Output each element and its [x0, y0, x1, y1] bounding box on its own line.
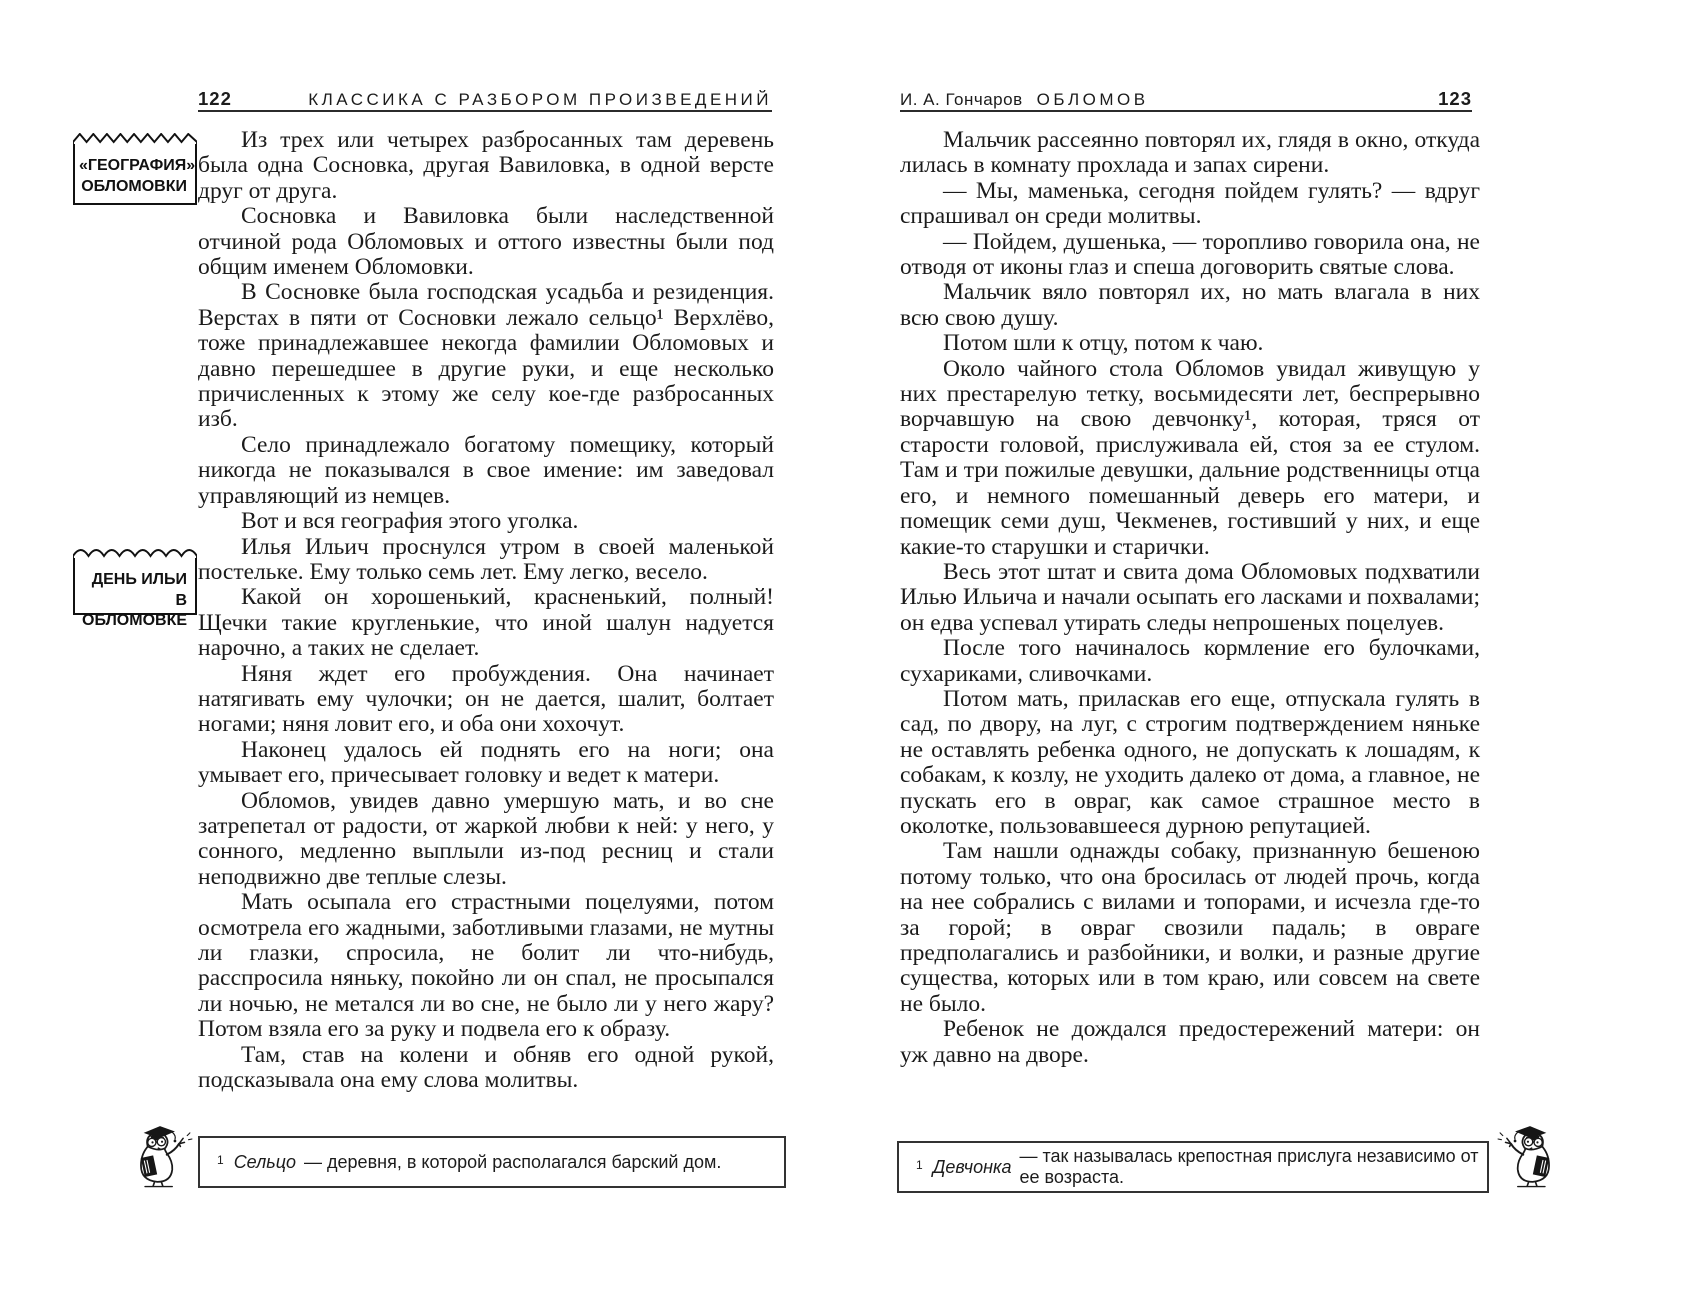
footnote-term: Девчонка — [932, 1156, 1012, 1177]
paragraph: Сосновка и Вавиловка были наследственной отчиной рода Обломовых и оттого известны были под общим именем Обломовки. — [198, 203, 774, 281]
right-page-number: 123 — [1438, 88, 1472, 109]
right-running-head — [900, 84, 1472, 112]
left-page-number: 122 — [198, 88, 232, 109]
paragraph: Мать осыпала его страстными поцелуями, потом осмотрела его жадными, заботливыми глазами, не мутны ли глазки, спросила, не болит ли что-нибудь, расспросила няньку, покойно ли он спал, не просыпался ли ночью, не метался ли во сне, не было ли у него жару? Потом взяла его за руку и подвела его к образу. — [198, 889, 774, 1043]
left-running-head — [198, 84, 772, 112]
paragraph: Около чайного стола Обломов увидал живущую у них престарелую тетку, восьмидесяти лет, беспрерывно ворчавшую на свою девчонку¹, которая, тряся от старости головой, прислуживала ей, стоя за ее стулом. Там и три пожилые девушки, дальние родственницы отца его, и немного помешанный деверь его матери, и помещик семи душ, Чекменев, гостивший у них, и еще какие-то старушки и старички. — [900, 355, 1480, 560]
paragraph: Мальчик рассеянно повторял их, глядя в окно, откуда лилась в комнату прохлада и запах сирени. — [900, 127, 1480, 179]
paragraph: Вот и вся география этого уголка. — [241, 508, 579, 535]
paragraph: Мальчик вяло повторял их, но мать влагала в них всю свою душу. — [900, 279, 1480, 331]
right-running-author: И. А. Гончаров — [900, 90, 1023, 109]
paragraph: Обломов, увидев давно умершую мать, и во сне затрепетал от радости, от жаркой любви к ней: у него, у сонного, медленно выплыли из-под ресниц и стали неподвижно две теплые слезы. — [198, 787, 774, 890]
torn-edge-icon — [73, 547, 197, 558]
paragraph: Потом мать, приласкав его еще, отпускала гулять в сад, по двору, на луг, с строгим подтверждением няньке не оставлять ребенка одного, не допускать к лошадям, к собакам, к козлу, не уходить далеко от дома, а главное, не пускать его в овраг, как самое страшное место в околотке, пользовавшееся дурною репутацией. — [900, 685, 1480, 839]
paragraph: Илья Ильич проснулся утром в своей маленькой постельке. Ему только семь лет. Ему легко, весело. — [198, 533, 774, 585]
owl-professor-icon — [126, 1122, 194, 1190]
paragraph: — Пойдем, душенька, — торопливо говорила она, не отводя от иконы глаз и спеша договорить святые слова. — [900, 228, 1480, 281]
paragraph: Из трех или четырех разбросанных там деревень была одна Сосновка, другая Вавиловка, в одной версте друг от друга. — [198, 127, 774, 204]
paragraph: Весь этот штат и свита дома Обломовых подхватили Илью Ильича и начали осыпать его ласками и похвалами; он едва успевал утирать следы непрошеных поцелуев. — [900, 558, 1480, 636]
paragraph: Там нашли однажды собаку, признанную бешеною потому только, что она бросилась от людей прочь, когда на нее собрались с вилами и топорами, и исчезла где-то за горой; в овраг свозили падаль; в овраге предполагались и разбойники, и волки, и разные другие существа, которых или в том краю, или совсем на свете не было. — [900, 838, 1480, 1017]
right-running-title: ОБЛОМОВ — [1036, 90, 1149, 109]
margin-note-line: В ОБЛОМОВКЕ — [82, 591, 187, 629]
footnote-marker: 1 — [916, 1158, 923, 1172]
left-running-title: КЛАССИКА С РАЗБОРОМ ПРОИЗВЕДЕНИЙ — [308, 90, 772, 109]
paragraph: Наконец удалось ей поднять его на ноги; она умывает его, причесывает головку и ведет к матери. — [198, 736, 774, 789]
right-footnote-box — [897, 1141, 1489, 1193]
owl-professor-icon — [1496, 1122, 1564, 1190]
paragraph: Ребенок не дождался предостережений матери: он уж давно на дворе. — [900, 1016, 1480, 1068]
footnote-marker: 1 — [217, 1153, 224, 1167]
paragraph: Какой он хорошенький, красненький, полный! Щечки такие кругленькие, что иной шалун надуется нарочно, а таких не сделает. — [198, 584, 774, 662]
paragraph: — Мы, маменька, сегодня пойдем гулять? — вдруг спрашивал он среди молитвы. — [900, 177, 1480, 230]
footnote-definition: — деревня, в которой располагался барский дом. — [304, 1151, 722, 1172]
left-footnote-box — [198, 1136, 786, 1188]
torn-edge-icon — [73, 133, 197, 144]
margin-note-geography — [73, 143, 197, 205]
footnote-term: Сельцо — [233, 1151, 297, 1172]
margin-note-line: ДЕНЬ ИЛЬИ — [91, 571, 187, 588]
paragraph: Село принадлежало богатому помещику, который никогда не показывался в свое имение: им заведовал управляющий из немцев. — [198, 431, 774, 509]
paragraph: В Сосновке была господская усадьба и резиденция. Верстах в пяти от Сосновки лежало сельцо¹ Верхлёво, тоже принадлежавшее некогда фамилии Обломовых и давно перешедшее в другие руки, и еще несколько причисленных к этому же селу кое-где разбросанных изб. — [198, 279, 774, 433]
footnote-definition: — так называлась крепостная прислуга независимо от ее возраста. — [1019, 1146, 1479, 1187]
right-body-text — [900, 128, 1480, 1068]
paragraph: Потом шли к отцу, потом к чаю. — [943, 330, 1264, 357]
margin-note-line: «ГЕОГРАФИЯ» — [79, 157, 196, 174]
margin-note-day-of-ilya — [73, 557, 197, 629]
left-body-text — [198, 128, 774, 1093]
paragraph: Там, став на колени и обняв его одной рукой, подсказывала она ему слова молитвы. — [198, 1041, 774, 1094]
paragraph: После того начиналось кормление его булочками, сухариками, сливочками. — [900, 635, 1480, 687]
paragraph: Няня ждет его пробуждения. Она начинает натягивать ему чулочки; он не дается, шалит, болтает ногами; няня ловит его, и оба они хохочут. — [198, 660, 774, 738]
margin-note-line: ОБЛОМОВКИ — [81, 177, 187, 195]
